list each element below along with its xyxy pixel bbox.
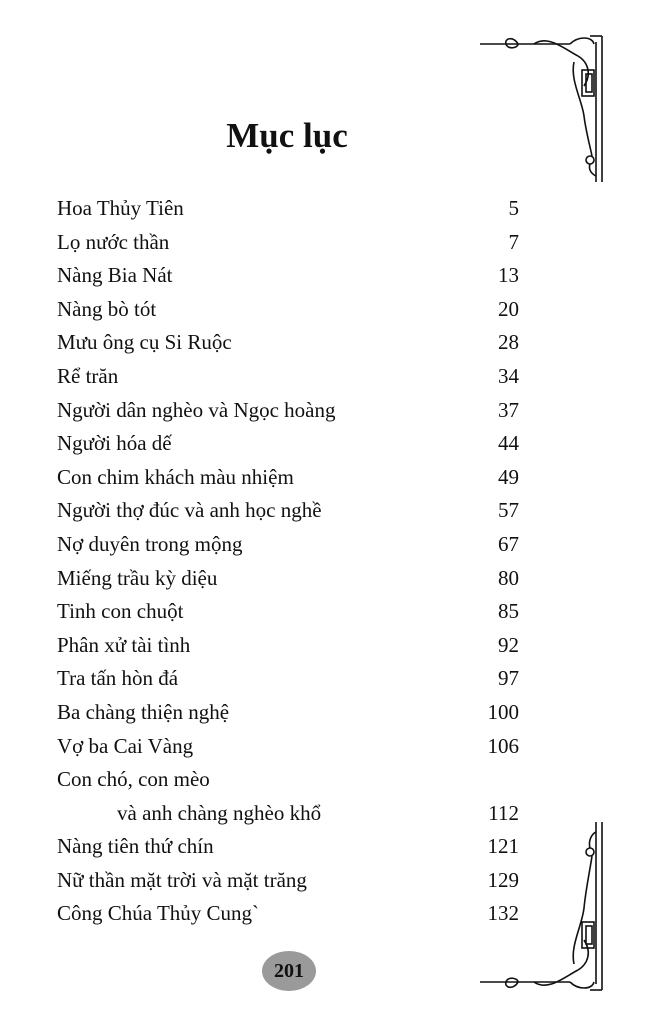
- toc-entry-page: 106: [487, 733, 519, 758]
- toc-entry-page: 97: [498, 666, 519, 691]
- toc-entry-title: Ba chàng thiện nghệ: [57, 699, 230, 724]
- toc-entry[interactable]: [0, 562, 650, 596]
- toc-entry-page: 28: [498, 330, 519, 355]
- toc-entry-title: Nợ duyên trong mộng: [57, 531, 243, 556]
- toc-entry-page: 44: [498, 431, 519, 456]
- toc-entry-page: 49: [498, 464, 519, 489]
- toc-entry[interactable]: [0, 897, 650, 931]
- toc-entry-title: Phân xử tài tình: [57, 632, 191, 657]
- toc-entry[interactable]: [0, 864, 650, 898]
- toc-entry-title: Người thợ đúc và anh học nghề: [57, 498, 322, 523]
- toc-entry-page: 37: [498, 397, 519, 422]
- toc-entry-page: 5: [508, 196, 519, 220]
- toc-entry-title: Nàng bò tót: [57, 296, 157, 321]
- toc-entry-page: 34: [498, 363, 519, 388]
- toc-entry-page: 13: [498, 263, 519, 288]
- toc-entry-title: Con chó, con mèo: [57, 767, 210, 792]
- toc-entry-page: 67: [498, 531, 519, 556]
- page-number-badge: 201: [262, 951, 316, 991]
- toc-entry-title: Nàng tiên thứ chín: [57, 834, 214, 859]
- table-of-contents: [0, 192, 650, 931]
- toc-entry[interactable]: [0, 696, 650, 730]
- toc-entry[interactable]: [0, 192, 650, 226]
- toc-entry-title: Tra tấn hòn đá: [57, 666, 179, 691]
- toc-entry-title: Mưu ông cụ Si Ruộc: [57, 330, 232, 355]
- toc-entry[interactable]: [0, 461, 650, 495]
- toc-entry-page: 129: [487, 867, 519, 892]
- toc-entry-title: Người dân nghèo và Ngọc hoàng: [57, 397, 336, 422]
- toc-entry-title: Con chim khách màu nhiệm: [57, 464, 294, 489]
- corner-flourish-icon: [474, 32, 608, 184]
- toc-entry[interactable]: [0, 394, 650, 428]
- page-title: Mục lục: [226, 116, 348, 155]
- toc-entry[interactable]: [0, 763, 650, 797]
- toc-entry[interactable]: [0, 662, 650, 696]
- toc-entry-title: Nữ thần mặt trời và mặt trăng: [57, 867, 307, 892]
- toc-entry-title: Tinh con chuột: [57, 599, 184, 624]
- toc-entry-page: 20: [498, 296, 519, 321]
- toc-entry-page: 57: [498, 498, 519, 523]
- toc-entry[interactable]: [0, 293, 650, 327]
- toc-entry-continuation[interactable]: [0, 797, 650, 831]
- toc-entry[interactable]: [0, 259, 650, 293]
- toc-entry-title: Hoa Thủy Tiên: [57, 196, 184, 220]
- toc-entry-page: 85: [498, 599, 519, 624]
- toc-entry-page: 121: [487, 834, 519, 859]
- toc-entry-title: Vợ ba Cai Vàng: [57, 733, 194, 758]
- toc-entry-title: Công Chúa Thủy Cung`: [57, 901, 260, 926]
- toc-entry[interactable]: [0, 226, 650, 260]
- toc-entry-page: 100: [487, 699, 519, 724]
- toc-entry[interactable]: [0, 360, 650, 394]
- toc-entry[interactable]: [0, 730, 650, 764]
- toc-entry[interactable]: [0, 427, 650, 461]
- toc-entry-title: Nàng Bia Nát: [57, 263, 173, 288]
- toc-entry-title: Lọ nước thần: [57, 229, 170, 254]
- toc-entry[interactable]: [0, 629, 650, 663]
- toc-entry-title: Miếng trầu kỳ diệu: [57, 565, 218, 590]
- toc-entry-page: 80: [498, 565, 519, 590]
- toc-entry[interactable]: [0, 595, 650, 629]
- toc-entry[interactable]: [0, 494, 650, 528]
- toc-entry[interactable]: [0, 528, 650, 562]
- toc-entry-page: 92: [498, 632, 519, 657]
- toc-entry-page: 7: [508, 229, 519, 254]
- toc-entry-page: 132: [487, 901, 519, 926]
- toc-entry-title: Rể trăn: [57, 363, 119, 388]
- toc-entry-title: Người hóa dế: [57, 431, 172, 456]
- toc-entry[interactable]: [0, 326, 650, 360]
- toc-entry-title: và anh chàng nghèo khổ: [117, 800, 322, 825]
- toc-entry[interactable]: [0, 830, 650, 864]
- toc-entry-page: 112: [488, 800, 519, 825]
